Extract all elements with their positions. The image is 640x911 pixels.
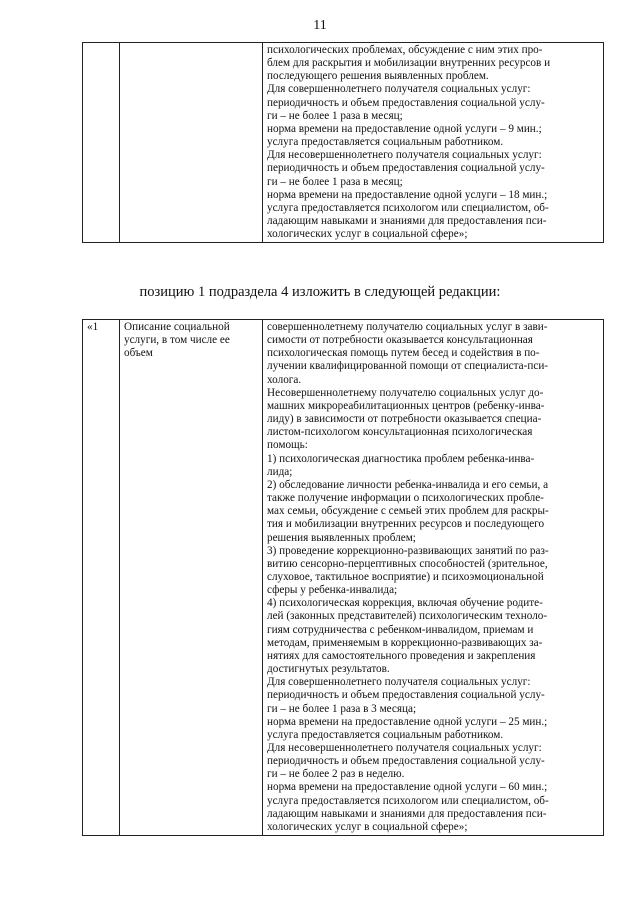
text-line: также получение информации о психологических пробле-: [267, 492, 544, 505]
text-line: периодичность и объем предоставления социальной услу-: [267, 689, 545, 702]
text-line: Для совершеннолетнего получателя социальных услуг:: [267, 83, 531, 96]
service-name-text: [124, 321, 258, 360]
text-line: услуга предоставляется социальным работником.: [267, 136, 504, 149]
text-line: 4) психологическая коррекция, включая обучение родите-: [267, 597, 543, 610]
text-line: слуховое, тактильное восприятие) и психоэмоциональной: [267, 570, 544, 583]
text-line: витию сенсорно-перцептивных способностей (зрительное,: [267, 557, 548, 570]
text-line: тия и мобилизации внутренних ресурсов и последующего: [267, 518, 545, 531]
text-line: лей (законных представителей) психологическим техноло-: [267, 610, 548, 623]
text-line: достигнутых результатов.: [267, 663, 390, 676]
text-line: ги – не более 2 раз в неделю.: [267, 768, 405, 781]
name-cell: [120, 43, 263, 243]
name-cell: [120, 320, 263, 836]
text-line: машних микрореабилитационных центров (ребенку-инва-: [267, 399, 545, 412]
text-line: Несовершеннолетнему получателю социальных услуг до-: [267, 386, 544, 399]
text-line: решения выявленных проблем;: [267, 531, 416, 544]
text-line: услуга предоставляется психологом или специалистом, об-: [267, 201, 549, 214]
text-line: периодичность и объем предоставления социальной услу-: [267, 162, 545, 175]
text-line: услуги, в том числе ее: [124, 334, 230, 347]
description-text: [267, 44, 599, 241]
position-number: «1: [87, 321, 99, 333]
text-line: психологическая помощь путем бесед и содействия в по-: [267, 347, 540, 360]
text-line: ги – не более 1 раза в месяц;: [267, 175, 403, 188]
text-line: норма времени на предоставление одной услуги – 18 мин.;: [267, 188, 548, 201]
text-line: услуга предоставляется психологом или специалистом, об-: [267, 794, 549, 807]
number-cell: [83, 43, 120, 243]
text-line: симости от потребности оказывается консультационная: [267, 334, 533, 347]
continuation-table: [82, 42, 604, 243]
text-line: норма времени на предоставление одной услуги – 25 мин.;: [267, 715, 548, 728]
text-line: совершеннолетнему получателю социальных услуг в зави-: [267, 321, 548, 333]
text-line: листом-психологом консультационная психологическая: [267, 426, 533, 439]
text-line: ги – не более 1 раза в месяц;: [267, 109, 403, 122]
text-line: последующего решения выявленных проблем.: [267, 70, 489, 83]
text-line: методам, применяемым в коррекционно-развивающих за-: [267, 636, 543, 649]
text-line: лида;: [267, 465, 293, 478]
text-line: нятиях для самостоятельного проведения и закрепления: [267, 649, 536, 662]
text-line: ладающим навыками и знаниями для предоставления пси-: [267, 807, 547, 820]
text-line: сферы у ребенка-инвалида;: [267, 584, 398, 597]
table-row: [83, 320, 604, 836]
text-line: гиям сотрудничества с ребенком-инвалидом, приемам и: [267, 623, 534, 636]
text-line: лиду) в зависимости от потребности оказывается специа-: [267, 413, 542, 426]
amendment-instruction: позицию 1 подраздела 4 изложить в следующей редакции:: [139, 284, 501, 300]
text-line: 1) психологическая диагностика проблем ребенка-инва-: [267, 452, 535, 465]
text-line: периодичность и объем предоставления социальной услу-: [267, 96, 545, 109]
text-line: Для несовершеннолетнего получателя социальных услуг:: [267, 149, 542, 162]
text-line: 3) проведение коррекционно-развивающих занятий по раз-: [267, 544, 549, 557]
text-line: периодичность и объем предоставления социальной услу-: [267, 755, 545, 768]
text-line: норма времени на предоставление одной услуги – 9 мин.;: [267, 122, 542, 135]
text-line: норма времени на предоставление одной услуги – 60 мин.;: [267, 781, 548, 794]
text-line: психологических проблемах, обсуждение с ним этих про-: [267, 44, 543, 56]
text-line: помощь:: [267, 439, 308, 452]
text-line: холога.: [267, 373, 302, 386]
table-row: [83, 43, 604, 243]
text-line: Описание социальной: [124, 321, 230, 333]
text-line: услуга предоставляется социальным работником.: [267, 728, 504, 741]
number-cell: [83, 320, 120, 836]
description-text: [267, 321, 599, 834]
text-line: Для несовершеннолетнего получателя социальных услуг:: [267, 742, 542, 754]
text-line: блем для раскрытия и мобилизации внутренних ресурсов и: [267, 57, 551, 70]
text-line: хологических услуг в социальной сфере»;: [267, 820, 468, 833]
amended-table: [82, 319, 604, 836]
text-line: объем: [124, 347, 153, 360]
text-line: мах семьи, обсуждение с семьей этих проблем для раскры-: [267, 505, 549, 518]
text-line: 2) обследование личности ребенка-инвалида и его семьи, а: [267, 478, 549, 491]
page-number: 11: [313, 18, 327, 33]
text-line: Для совершеннолетнего получателя социальных услуг:: [267, 676, 531, 689]
description-cell: [263, 320, 604, 836]
text-line: лучении квалифицированной помощи от специалиста-пси-: [267, 360, 549, 373]
text-line: ладающим навыками и знаниями для предоставления пси-: [267, 215, 547, 228]
text-line: хологических услуг в социальной сфере»;: [267, 228, 468, 241]
description-cell: [263, 43, 604, 243]
text-line: ги – не более 1 раза в 3 месяца;: [267, 702, 417, 715]
